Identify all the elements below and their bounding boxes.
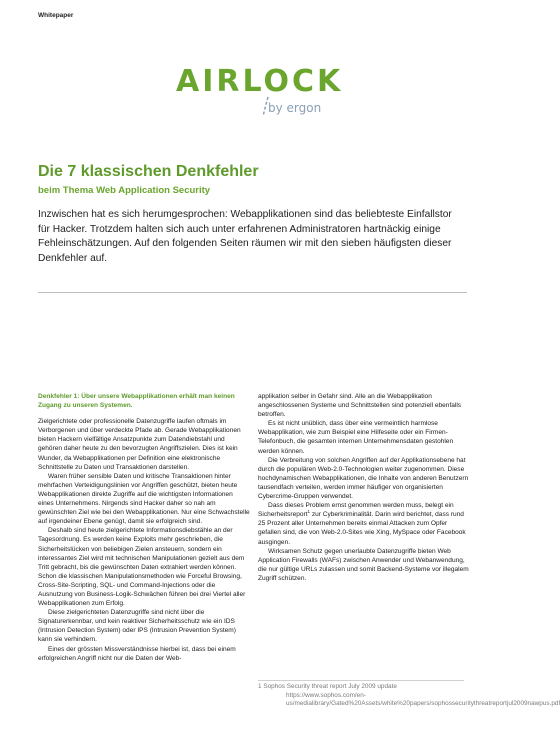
- divider: [38, 292, 467, 293]
- section-heading: Denkfehler 1: Über unsere Webapplikationen erhält man keinen Zugang zu unseren Systemen.: [38, 393, 235, 410]
- footnote-divider: [258, 680, 464, 681]
- body-paragraph: Waren früher sensible Daten und kritische Transaktionen hinter mehrfachen Verteidigungslinien vor Angriffen geschützt, bieten heute Webapplikationen direkte Zugriffe auf die wichtigsten Informationen eines Unternehmens. Nirgends sind Hacker daher so nah am gewünschten Ziel wie bei den Webapplikationen. Nur eine Schwachstelle auf irgendeiner Ebene genügt, damit sie erfolgreich sind.: [38, 472, 250, 526]
- body-paragraph: Diese zielgerichteten Datenzugriffe sind nicht über die Signaturerkennbar, und kein reaktiver Sicherheitsschutz wie ein IDS (Intrusion Detection System) oder IPS (Intrusion Prevention System) kann sie verhindern.: [38, 609, 236, 644]
- report-sentence: Dass dieses Problem ernst genommen werden muss, belegt ein Sicherheitsreport: [258, 502, 454, 519]
- left-column: [38, 392, 250, 663]
- page-subtitle: beim Thema Web Application Security: [38, 185, 211, 196]
- right-column: [258, 392, 470, 583]
- footnote-ref: 1: [307, 509, 311, 515]
- body-paragraph: Die Verbreitung von solchen Angriffen auf der Applikationsebene hat durch die populären Web-2.0-Technologien weiter zugenommen. Diese hochdynamischen Webapplikationen, die Inhalte von anderen Benutzern tausendfach verteilen, werden immer häufiger von organisierten Cybercrime-Gruppen verwendet.: [258, 456, 469, 501]
- footnote-link[interactable]: https://www.sophos.com/en-us/medialibrary/Gated%20Assets/white%20papers/sophossecuritythreatreportjul2009nawpus.pdf: [286, 691, 560, 708]
- body-paragraph: Eines der grössten Missverständnisse hierbei ist, dass bei einem erfolgreichen Angriff nicht nur die Daten der Web-: [38, 645, 236, 662]
- page-title: Die 7 klassischen Denkfehler: [38, 163, 259, 180]
- logo-byline: by ergon: [268, 101, 322, 115]
- airlock-logo: [176, 64, 344, 124]
- body-paragraph: Deshalb sind heute zielgerichtete Informationsdiebstähle an der Tagesordnung. Es werden keine Exploits mehr geschrieben, die Sicherheitslücken von beliebigen Zielen ansteuern, sondern ein interessantes Ziel wird mit technischen Manipulationen gezielt aus dem Tritt gebracht, bis die gewünschten Daten extrahiert werden können. Schon die klassischen Manipulationsmethoden wie Forceful Browsing, Cross-Site-Scripting, SQL- und Command-Injections oder die Ausnutzung von Business-Logik-Schwächen führen bei drei Viertel aller Webapplikationen zum Erfolg.: [38, 527, 246, 608]
- footnote-text: 1 Sophos Security threat report July 2009 update: [258, 683, 397, 690]
- footnote: [258, 683, 560, 709]
- body-paragraph: Wirksamen Schutz gegen unerlaubte Datenzugriffe bieten Web Application Firewalls (WAFs) zwischen Anwender und Webanwendung, die nur gültige URLs zulassen und somit Backend-Systeme vor illegalem Zugriff schützen.: [258, 547, 469, 582]
- intro-paragraph: Inzwischen hat es sich herumgesprochen: Webapplikationen sind das beliebteste Einfallstor für Hacker. Trotzdem halten sich auch unter erfahrenen Administratoren hartnäckig einige Fehleinschätzungen. Auf den folgenden Seiten räumen wir mit den sieben häufigsten dieser Denkfehler auf.: [38, 209, 452, 265]
- report-sentence-rest: zur Cyberkriminalität. Darin wird berichtet, dass rund 25 Prozent aller Unternehmen bereits einmal Attacken zum Opfer gefallen sind, die von Web-2.0-Sites wie Xing, MySpace oder Facebook ausgingen.: [258, 511, 466, 546]
- body-paragraph: [258, 501, 470, 546]
- body-paragraph: Zielgerichtete oder professionelle Datenzugriffe laufen oftmals im Verborgenen und über verdeckte Pfade ab. Gerade Webapplikationen bieten Hackern vielfältige Ansatzpunkte zum Datendiebstahl und gehören daher heute zu den bevorzugten Angriffszielen. Dies ist kein Wunder, da Webapplikationen per Definition eine elektronische Schnittstelle zu Daten und Transaktionen darstellen.: [38, 418, 241, 471]
- body-paragraph: Es ist nicht unüblich, dass über eine vermeintlich harmlose Webapplikation, wie zum Beispiel eine Hilfeseite oder ein Firmen-Telefonbuch, die gesamten internen Unternehmensdaten gestohlen werden können.: [258, 420, 454, 455]
- header-label: Whitepaper: [38, 12, 74, 19]
- logo-word: AIRLOCK: [176, 64, 344, 99]
- body-paragraph: applikation selber in Gefahr sind. Alle an die Webapplikation angeschlossenen Systeme und Schnittstellen sind potenziell ebenfalls betroffen.: [258, 393, 462, 419]
